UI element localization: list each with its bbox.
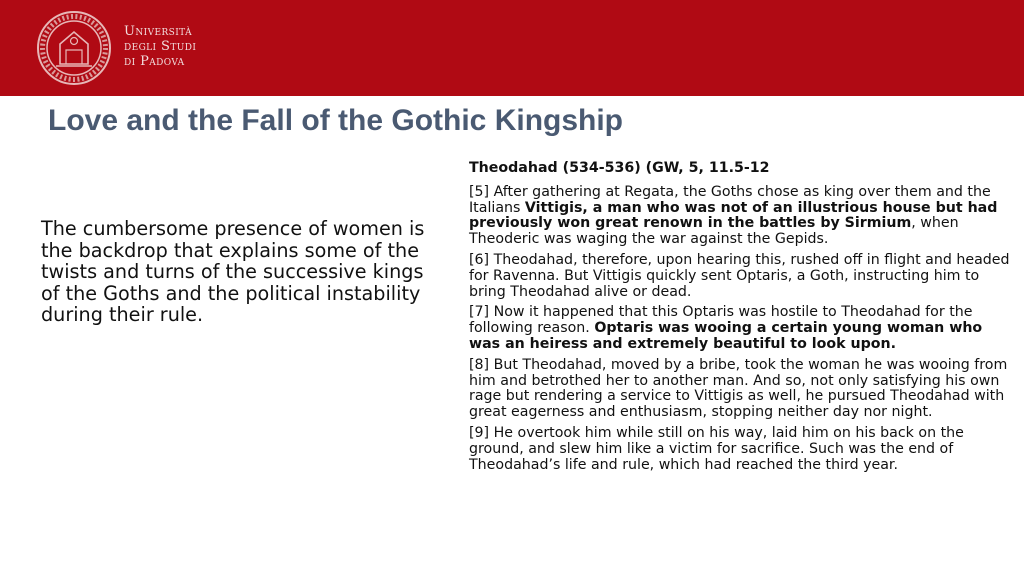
paragraph-text: [8] But Theodahad, moved by a bribe, took the woman he was wooing from him and betrothed her to another man. And so, not only satisfying his own rage but rendering a service to Vittigis as well, he pursued Theodahad with great eagerness and enthusiasm, stopping neither day nor night. <box>469 356 1008 421</box>
paragraph-8 <box>469 358 1017 421</box>
paragraph-6 <box>469 253 1017 300</box>
paragraph-9 <box>469 426 1017 473</box>
university-name-line3: di Padova <box>124 54 185 69</box>
paragraph-text: [9] He overtook him while still on his way, laid him on his back on the ground, and slew him like a victim for sacrifice. Such was the end of Theodahad’s life and rule, which had reached the third year. <box>469 424 964 473</box>
header-bar <box>0 0 1024 96</box>
paragraph-text: , when Theoderic was waging the war against the Gepids. <box>469 215 959 248</box>
paragraph-text: [7] Now it happened that this Optaris was hostile to Theodahad for the following reason. <box>469 304 973 337</box>
summary-text: The cumbersome presence of women is the backdrop that explains some of the twists and turns of the successive kings of the Goths and the political instability during their rule. <box>41 217 425 327</box>
university-seal-icon <box>36 10 112 86</box>
paragraph-text: [5] After gathering at Regata, the Goths chose as king over them and the Italians <box>469 183 991 216</box>
paragraph-7 <box>469 305 1017 352</box>
source-heading: Theodahad (534-536) (GW, 5, 11.5-12 <box>469 160 770 176</box>
slide-title: Love and the Fall of the Gothic Kingship <box>48 104 624 137</box>
paragraph-emphasis: Vittigis, a man who was not of an illustrious house but had previously won great renown in the battles by Sirmium <box>469 199 998 232</box>
university-name <box>124 24 196 69</box>
paragraph-emphasis: Optaris was wooing a certain young woman who was an heiress and extremely beautiful to look upon. <box>469 320 983 352</box>
university-name-line1: Università <box>124 24 192 39</box>
university-name-line2: degli Studi <box>124 39 197 54</box>
paragraph-text: [6] Theodahad, therefore, upon hearing this, rushed off in flight and headed for Ravenna. But Vittigis quickly sent Optaris, a Goth, instructing him to bring Theodahad alive or dead. <box>469 251 1010 300</box>
paragraph-5 <box>469 185 1017 248</box>
source-excerpt <box>469 161 1017 478</box>
